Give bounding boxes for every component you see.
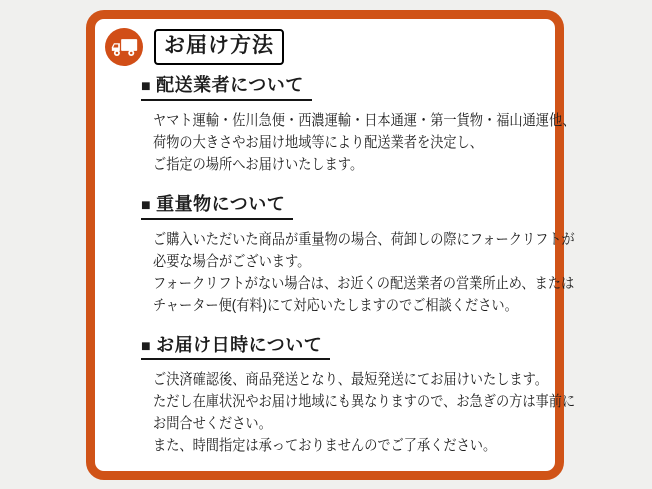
body-line: ヤマト運輸・佐川急便・西濃運輸・日本通運・第一貨物・福山通運他、	[153, 111, 576, 129]
section-heading-heavy-items	[141, 195, 293, 220]
body-line: また、時間指定は承っておりませんのでご了承ください。	[153, 437, 497, 455]
body-line: 荷物の大きさやお届け地域等により配送業者を決定し、	[153, 133, 484, 151]
delivery-info-panel	[86, 10, 576, 480]
section-body-delivery-datetime	[153, 369, 576, 457]
section-delivery-carrier	[141, 75, 576, 176]
section-body-heavy-items	[153, 229, 575, 317]
section-body-delivery-carrier	[153, 110, 576, 176]
section-heading-text: お届け日時について	[156, 334, 323, 355]
sections-container	[141, 75, 576, 457]
square-bullet-icon: ■	[141, 78, 152, 95]
square-bullet-icon: ■	[141, 337, 152, 355]
body-line: ご指定の場所へお届けいたします。	[153, 155, 364, 173]
section-delivery-datetime	[141, 334, 576, 458]
body-line: フォークリフトがない場合は、お近くの配送業者の営業所止め、または	[153, 274, 575, 292]
panel-header	[105, 28, 555, 66]
section-heavy-items	[141, 193, 575, 317]
body-line: お問合せください。	[153, 415, 272, 433]
section-heading-text: 重量物について	[156, 193, 286, 214]
body-line: ご決済確認後、商品発送となり、最短発送にてお届けいたします。	[153, 371, 548, 389]
body-line: ただし在庫状況やお届け地域にも異なりますので、お急ぎの方は事前に	[153, 393, 576, 411]
body-line: ご購入いただいた商品が重量物の場合、荷卸しの際にフォークリフトが	[153, 230, 575, 248]
truck-icon	[105, 28, 143, 66]
section-heading-delivery-datetime	[141, 336, 330, 361]
section-heading-text: 配送業者について	[156, 75, 304, 95]
body-line: 必要な場合がございます。	[153, 252, 311, 270]
page-title: お届け方法	[154, 29, 284, 64]
body-line: チャーター便(有料)にて対応いたしますのでご相談ください。	[153, 296, 518, 314]
section-heading-delivery-carrier	[141, 76, 312, 101]
square-bullet-icon: ■	[141, 196, 152, 214]
